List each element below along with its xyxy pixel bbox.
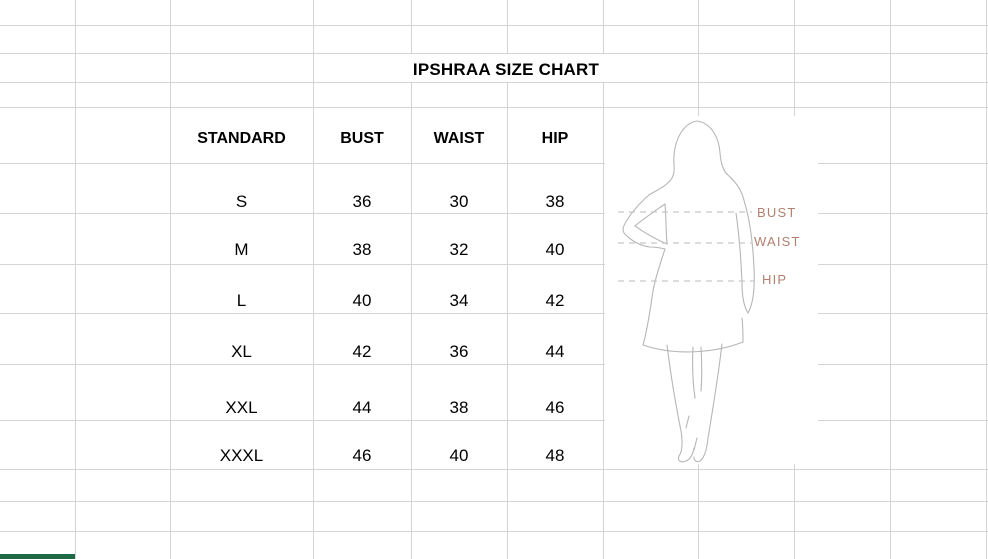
sheet-edge-accent [0,554,75,559]
column-header-waist: WAIST [433,130,485,147]
gridline [0,501,988,502]
gridline [0,364,605,365]
gridline [0,264,605,265]
hip-value-cell: 48 [545,446,565,465]
hip-value-cell: 38 [545,192,565,211]
gridline [0,107,988,108]
waist-value-cell: 38 [449,398,469,417]
gridline [794,0,795,116]
gridline [411,0,412,53]
column-header-bust: BUST [340,130,384,147]
size-name-cell: S [235,192,248,211]
bust-label: BUST [757,205,797,220]
gridline [0,82,988,83]
waist-value-cell: 40 [449,446,469,465]
gridline [75,0,76,559]
bust-value-cell: 40 [352,291,372,310]
gridline [818,364,988,365]
size-name-cell: XXXL [219,446,264,465]
hip-label: HIP [762,272,788,287]
bust-value-cell: 42 [352,342,372,361]
gridline [986,0,987,559]
woman-silhouette-illustration [605,116,818,464]
gridline [170,0,171,559]
gridline [0,531,988,532]
gridline [0,420,605,421]
gridline [0,313,605,314]
gridline [313,0,314,559]
hip-value-cell: 42 [545,291,565,310]
gridline [890,0,891,559]
gridline [603,82,604,559]
bust-value-cell: 46 [352,446,372,465]
gridline [0,163,605,164]
gridline [794,464,795,559]
gridline [0,213,605,214]
column-header-standard: STANDARD [197,130,286,147]
waist-value-cell: 34 [449,291,469,310]
waist-value-cell: 36 [449,342,469,361]
waist-value-cell: 30 [449,192,469,211]
hip-value-cell: 46 [545,398,565,417]
gridline [411,82,412,559]
gridline [603,0,604,53]
gridline [0,53,988,54]
bust-value-cell: 36 [352,192,372,211]
gridline [0,25,988,26]
gridline [0,469,988,470]
bust-value-cell: 44 [352,398,372,417]
hip-value-cell: 40 [545,240,565,259]
column-header-hip: HIP [541,130,569,147]
size-name-cell: XXL [225,398,258,417]
waist-value-cell: 32 [449,240,469,259]
gridline [818,313,988,314]
size-name-cell: L [236,291,247,310]
waist-label: WAIST [754,234,801,249]
gridline [507,0,508,53]
gridline [507,82,508,559]
gridline [818,213,988,214]
size-name-cell: M [234,240,249,259]
gridline [818,420,988,421]
gridline [698,464,699,559]
gridline [818,264,988,265]
size-name-cell: XL [231,342,252,361]
body-measurement-figure [605,116,818,464]
hip-value-cell: 44 [545,342,565,361]
sheet-title: IPSHRAA SIZE CHART [412,60,600,79]
bust-value-cell: 38 [352,240,372,259]
gridline [818,163,988,164]
